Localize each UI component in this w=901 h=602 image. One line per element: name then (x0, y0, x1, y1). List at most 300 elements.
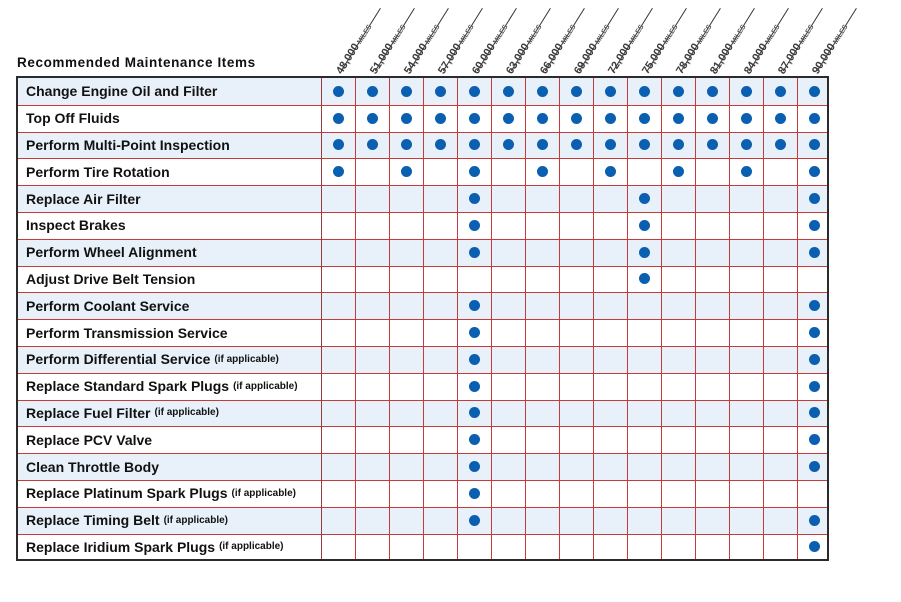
maintenance-item-note: (if applicable) (214, 353, 279, 365)
schedule-cell (593, 212, 627, 239)
maintenance-item-label (18, 105, 321, 132)
schedule-cell (627, 185, 661, 212)
schedule-cell (593, 453, 627, 480)
schedule-cell (593, 400, 627, 427)
schedule-cell (491, 480, 525, 507)
maintenance-item-label (18, 132, 321, 159)
schedule-cell (389, 534, 423, 561)
schedule-cell (763, 319, 797, 346)
schedule-cell (559, 239, 593, 266)
schedule-cell (729, 373, 763, 400)
column-divider (695, 78, 696, 559)
scheduled-dot-icon (809, 139, 820, 150)
schedule-cell (763, 480, 797, 507)
schedule-cell (423, 400, 457, 427)
schedule-cell (593, 507, 627, 534)
schedule-cell (559, 105, 593, 132)
schedule-cell (763, 507, 797, 534)
schedule-cell (797, 373, 831, 400)
schedule-cell (695, 185, 729, 212)
schedule-cell (491, 266, 525, 293)
scheduled-dot-icon (367, 86, 378, 97)
schedule-cell (389, 373, 423, 400)
column-divider (729, 78, 730, 559)
schedule-cell (355, 239, 389, 266)
schedule-cell (321, 132, 355, 159)
maintenance-item-label (18, 158, 321, 185)
schedule-cell (729, 319, 763, 346)
schedule-cell (559, 78, 593, 105)
schedule-cell (695, 239, 729, 266)
maintenance-item-label (18, 185, 321, 212)
schedule-cell (457, 266, 491, 293)
schedule-cell (627, 346, 661, 373)
interval-header (0, 0, 901, 80)
schedule-cell (423, 507, 457, 534)
column-divider (593, 78, 594, 559)
scheduled-dot-icon (469, 166, 480, 177)
schedule-cell (763, 534, 797, 561)
schedule-cell (389, 400, 423, 427)
interval-column-header (356, 0, 408, 80)
schedule-cell (491, 292, 525, 319)
schedule-cell (627, 266, 661, 293)
interval-column-header (424, 0, 476, 80)
schedule-cell (457, 346, 491, 373)
interval-unit: MILES (525, 23, 544, 46)
column-divider (763, 78, 764, 559)
schedule-cell (661, 158, 695, 185)
schedule-cell (525, 507, 559, 534)
interval-miles-value: 57,000 (435, 41, 464, 77)
schedule-cell (525, 453, 559, 480)
schedule-cell (491, 239, 525, 266)
schedule-cell (763, 453, 797, 480)
scheduled-dot-icon (469, 327, 480, 338)
maintenance-item-label (18, 453, 321, 480)
maintenance-item-text: Replace Timing Belt (26, 512, 160, 529)
schedule-cell (321, 453, 355, 480)
schedule-cell (355, 212, 389, 239)
schedule-cell (661, 319, 695, 346)
schedule-cell (355, 266, 389, 293)
column-divider (389, 78, 390, 559)
scheduled-dot-icon (571, 86, 582, 97)
schedule-cell (389, 105, 423, 132)
schedule-cell (729, 78, 763, 105)
scheduled-dot-icon (673, 166, 684, 177)
maintenance-item-text: Perform Differential Service (26, 351, 211, 368)
schedule-cell (661, 453, 695, 480)
interval-column-header (458, 0, 510, 80)
schedule-cell (355, 132, 389, 159)
schedule-cell (525, 105, 559, 132)
schedule-cell (355, 400, 389, 427)
schedule-cell (661, 78, 695, 105)
schedule-cell (457, 185, 491, 212)
scheduled-dot-icon (809, 193, 820, 204)
schedule-cell (797, 185, 831, 212)
schedule-cell (389, 212, 423, 239)
scheduled-dot-icon (537, 139, 548, 150)
scheduled-dot-icon (809, 220, 820, 231)
schedule-cell (729, 266, 763, 293)
scheduled-dot-icon (639, 220, 650, 231)
scheduled-dot-icon (809, 407, 820, 418)
schedule-cell (423, 105, 457, 132)
maintenance-item-label (18, 266, 321, 293)
schedule-cell (355, 534, 389, 561)
schedule-cell (661, 426, 695, 453)
schedule-cell (729, 346, 763, 373)
schedule-cell (627, 239, 661, 266)
scheduled-dot-icon (673, 113, 684, 124)
scheduled-dot-icon (809, 354, 820, 365)
schedule-cell (355, 507, 389, 534)
scheduled-dot-icon (809, 461, 820, 472)
interval-column-header (560, 0, 612, 80)
schedule-cell (695, 400, 729, 427)
schedule-cell (423, 426, 457, 453)
schedule-cell (423, 239, 457, 266)
schedule-cell (423, 373, 457, 400)
scheduled-dot-icon (707, 113, 718, 124)
schedule-cell (763, 158, 797, 185)
schedule-cell (763, 346, 797, 373)
schedule-cell (559, 400, 593, 427)
interval-label (810, 22, 850, 77)
schedule-cell (355, 346, 389, 373)
schedule-cell (389, 453, 423, 480)
scheduled-dot-icon (469, 113, 480, 124)
maintenance-item-text: Replace Air Filter (26, 190, 141, 207)
scheduled-dot-icon (809, 327, 820, 338)
schedule-cell (797, 158, 831, 185)
scheduled-dot-icon (333, 113, 344, 124)
schedule-cell (491, 105, 525, 132)
maintenance-item-text: Perform Wheel Alignment (26, 244, 197, 261)
maintenance-item-text: Replace Iridium Spark Plugs (26, 538, 216, 555)
scheduled-dot-icon (605, 86, 616, 97)
schedule-cell (695, 373, 729, 400)
schedule-cell (525, 400, 559, 427)
maintenance-item-text: Replace PCV Valve (26, 431, 153, 448)
schedule-cell (797, 400, 831, 427)
scheduled-dot-icon (469, 220, 480, 231)
schedule-cell (321, 185, 355, 212)
schedule-cell (525, 266, 559, 293)
schedule-cell (321, 239, 355, 266)
maintenance-item-text: Change Engine Oil and Filter (26, 83, 218, 100)
interval-unit: MILES (457, 23, 476, 46)
interval-unit: MILES (797, 23, 816, 46)
interval-miles-value: 78,000 (673, 41, 702, 77)
schedule-cell (661, 373, 695, 400)
schedule-cell (321, 507, 355, 534)
schedule-cell (525, 292, 559, 319)
schedule-cell (661, 212, 695, 239)
schedule-cell (389, 78, 423, 105)
schedule-cell (695, 78, 729, 105)
schedule-cell (423, 185, 457, 212)
scheduled-dot-icon (469, 300, 480, 311)
schedule-cell (593, 266, 627, 293)
schedule-cell (593, 239, 627, 266)
schedule-cell (457, 292, 491, 319)
schedule-cell (695, 105, 729, 132)
maintenance-item-text: Clean Throttle Body (26, 458, 160, 475)
schedule-cell (559, 185, 593, 212)
scheduled-dot-icon (537, 86, 548, 97)
scheduled-dot-icon (435, 113, 446, 124)
schedule-cell (695, 480, 729, 507)
schedule-cell (559, 346, 593, 373)
interval-miles-value: 87,000 (775, 41, 804, 77)
schedule-cell (525, 534, 559, 561)
interval-miles-value: 60,000 (469, 41, 498, 77)
scheduled-dot-icon (741, 113, 752, 124)
maintenance-item-label (18, 534, 321, 561)
schedule-cell (389, 480, 423, 507)
schedule-cell (695, 346, 729, 373)
schedule-cell (763, 426, 797, 453)
interval-miles-value: 90,000 (809, 41, 838, 77)
schedule-cell (525, 212, 559, 239)
interval-miles-value: 66,000 (537, 41, 566, 77)
schedule-cell (729, 158, 763, 185)
schedule-cell (627, 534, 661, 561)
schedule-cell (457, 158, 491, 185)
schedule-cell (321, 319, 355, 346)
interval-miles-value: 81,000 (707, 41, 736, 77)
schedule-cell (457, 480, 491, 507)
schedule-cell (797, 319, 831, 346)
schedule-cell (491, 507, 525, 534)
maintenance-item-label (18, 212, 321, 239)
maintenance-item-text: Adjust Drive Belt Tension (26, 270, 196, 287)
schedule-cell (491, 400, 525, 427)
schedule-cell (661, 105, 695, 132)
schedule-cell (729, 185, 763, 212)
schedule-cell (355, 78, 389, 105)
schedule-cell (797, 78, 831, 105)
interval-unit: MILES (355, 23, 374, 46)
schedule-cell (627, 426, 661, 453)
schedule-cell (389, 132, 423, 159)
schedule-cell (321, 426, 355, 453)
schedule-cell (729, 480, 763, 507)
schedule-cell (763, 400, 797, 427)
interval-unit: MILES (661, 23, 680, 46)
scheduled-dot-icon (469, 193, 480, 204)
schedule-cell (593, 534, 627, 561)
schedule-cell (763, 239, 797, 266)
scheduled-dot-icon (809, 541, 820, 552)
schedule-cell (593, 158, 627, 185)
interval-column-header (492, 0, 544, 80)
scheduled-dot-icon (469, 515, 480, 526)
schedule-cell (797, 453, 831, 480)
scheduled-dot-icon (435, 86, 446, 97)
schedule-cell (661, 266, 695, 293)
interval-miles-value: 51,000 (367, 41, 396, 77)
scheduled-dot-icon (469, 139, 480, 150)
scheduled-dot-icon (333, 139, 344, 150)
scheduled-dot-icon (401, 166, 412, 177)
schedule-cell (763, 105, 797, 132)
schedule-cell (355, 292, 389, 319)
schedule-cell (457, 453, 491, 480)
schedule-cell (457, 105, 491, 132)
schedule-cell (695, 292, 729, 319)
schedule-cell (695, 453, 729, 480)
schedule-cell (321, 534, 355, 561)
schedule-cell (593, 185, 627, 212)
schedule-cell (729, 292, 763, 319)
maintenance-item-text: Top Off Fluids (26, 110, 120, 127)
column-divider (457, 78, 458, 559)
maintenance-item-text: Inspect Brakes (26, 217, 126, 234)
column-divider (559, 78, 560, 559)
interval-column-header (730, 0, 782, 80)
schedule-cell (559, 480, 593, 507)
schedule-cell (423, 266, 457, 293)
schedule-cell (457, 239, 491, 266)
schedule-cell (525, 319, 559, 346)
schedule-cell (763, 212, 797, 239)
schedule-cell (321, 346, 355, 373)
schedule-cell (559, 426, 593, 453)
schedule-cell (525, 346, 559, 373)
interval-unit: MILES (423, 23, 442, 46)
schedule-cell (593, 292, 627, 319)
schedule-cell (593, 105, 627, 132)
schedule-cell (321, 400, 355, 427)
schedule-cell (491, 78, 525, 105)
schedule-cell (729, 507, 763, 534)
schedule-cell (389, 266, 423, 293)
schedule-cell (627, 507, 661, 534)
schedule-cell (763, 292, 797, 319)
schedule-cell (729, 132, 763, 159)
schedule-cell (457, 426, 491, 453)
schedule-cell (491, 212, 525, 239)
schedule-cell (763, 185, 797, 212)
scheduled-dot-icon (571, 113, 582, 124)
schedule-cell (593, 373, 627, 400)
scheduled-dot-icon (469, 247, 480, 258)
schedule-cell (423, 158, 457, 185)
schedule-cell (389, 426, 423, 453)
interval-unit: MILES (831, 23, 850, 46)
schedule-cell (797, 507, 831, 534)
schedule-cell (423, 292, 457, 319)
schedule-cell (661, 346, 695, 373)
interval-column-header (526, 0, 578, 80)
interval-miles-value: 54,000 (401, 41, 430, 77)
schedule-cell (627, 78, 661, 105)
scheduled-dot-icon (809, 434, 820, 445)
column-divider (525, 78, 526, 559)
scheduled-dot-icon (571, 139, 582, 150)
schedule-cell (321, 292, 355, 319)
scheduled-dot-icon (673, 86, 684, 97)
interval-unit: MILES (763, 23, 782, 46)
schedule-cell (593, 319, 627, 346)
maintenance-item-note: (if applicable) (219, 541, 284, 553)
scheduled-dot-icon (503, 139, 514, 150)
scheduled-dot-icon (367, 139, 378, 150)
scheduled-dot-icon (333, 86, 344, 97)
schedule-cell (491, 426, 525, 453)
column-divider (491, 78, 492, 559)
scheduled-dot-icon (469, 488, 480, 499)
schedule-cell (559, 534, 593, 561)
schedule-cell (491, 132, 525, 159)
schedule-cell (457, 132, 491, 159)
maintenance-item-text: Perform Multi-Point Inspection (26, 136, 230, 153)
maintenance-item-label (18, 480, 321, 507)
column-divider (661, 78, 662, 559)
scheduled-dot-icon (809, 166, 820, 177)
scheduled-dot-icon (469, 461, 480, 472)
schedule-cell (729, 453, 763, 480)
maintenance-item-label (18, 292, 321, 319)
interval-column-header (798, 0, 850, 80)
schedule-cell (355, 453, 389, 480)
maintenance-item-text: Perform Coolant Service (26, 297, 190, 314)
scheduled-dot-icon (809, 381, 820, 392)
schedule-cell (559, 212, 593, 239)
scheduled-dot-icon (639, 86, 650, 97)
schedule-cell (695, 426, 729, 453)
schedule-cell (627, 158, 661, 185)
schedule-cell (457, 319, 491, 346)
schedule-cell (559, 453, 593, 480)
schedule-cell (763, 78, 797, 105)
scheduled-dot-icon (401, 139, 412, 150)
schedule-cell (797, 346, 831, 373)
schedule-cell (627, 212, 661, 239)
scheduled-dot-icon (503, 86, 514, 97)
scheduled-dot-icon (809, 113, 820, 124)
schedule-cell (729, 212, 763, 239)
schedule-cell (423, 132, 457, 159)
maintenance-item-label (18, 346, 321, 373)
interval-unit: MILES (559, 23, 578, 46)
interval-miles-value: 72,000 (605, 41, 634, 77)
schedule-cell (627, 480, 661, 507)
schedule-cell (457, 78, 491, 105)
scheduled-dot-icon (639, 247, 650, 258)
scheduled-dot-icon (775, 86, 786, 97)
schedule-cell (457, 534, 491, 561)
schedule-cell (355, 426, 389, 453)
schedule-cell (355, 319, 389, 346)
schedule-cell (627, 292, 661, 319)
schedule-cell (627, 105, 661, 132)
scheduled-dot-icon (435, 139, 446, 150)
schedule-cell (525, 78, 559, 105)
schedule-cell (661, 132, 695, 159)
schedule-cell (423, 346, 457, 373)
maintenance-item-label (18, 319, 321, 346)
schedule-cell (423, 212, 457, 239)
schedule-cell (661, 185, 695, 212)
interval-column-header (322, 0, 374, 80)
scheduled-dot-icon (775, 113, 786, 124)
schedule-cell (355, 158, 389, 185)
